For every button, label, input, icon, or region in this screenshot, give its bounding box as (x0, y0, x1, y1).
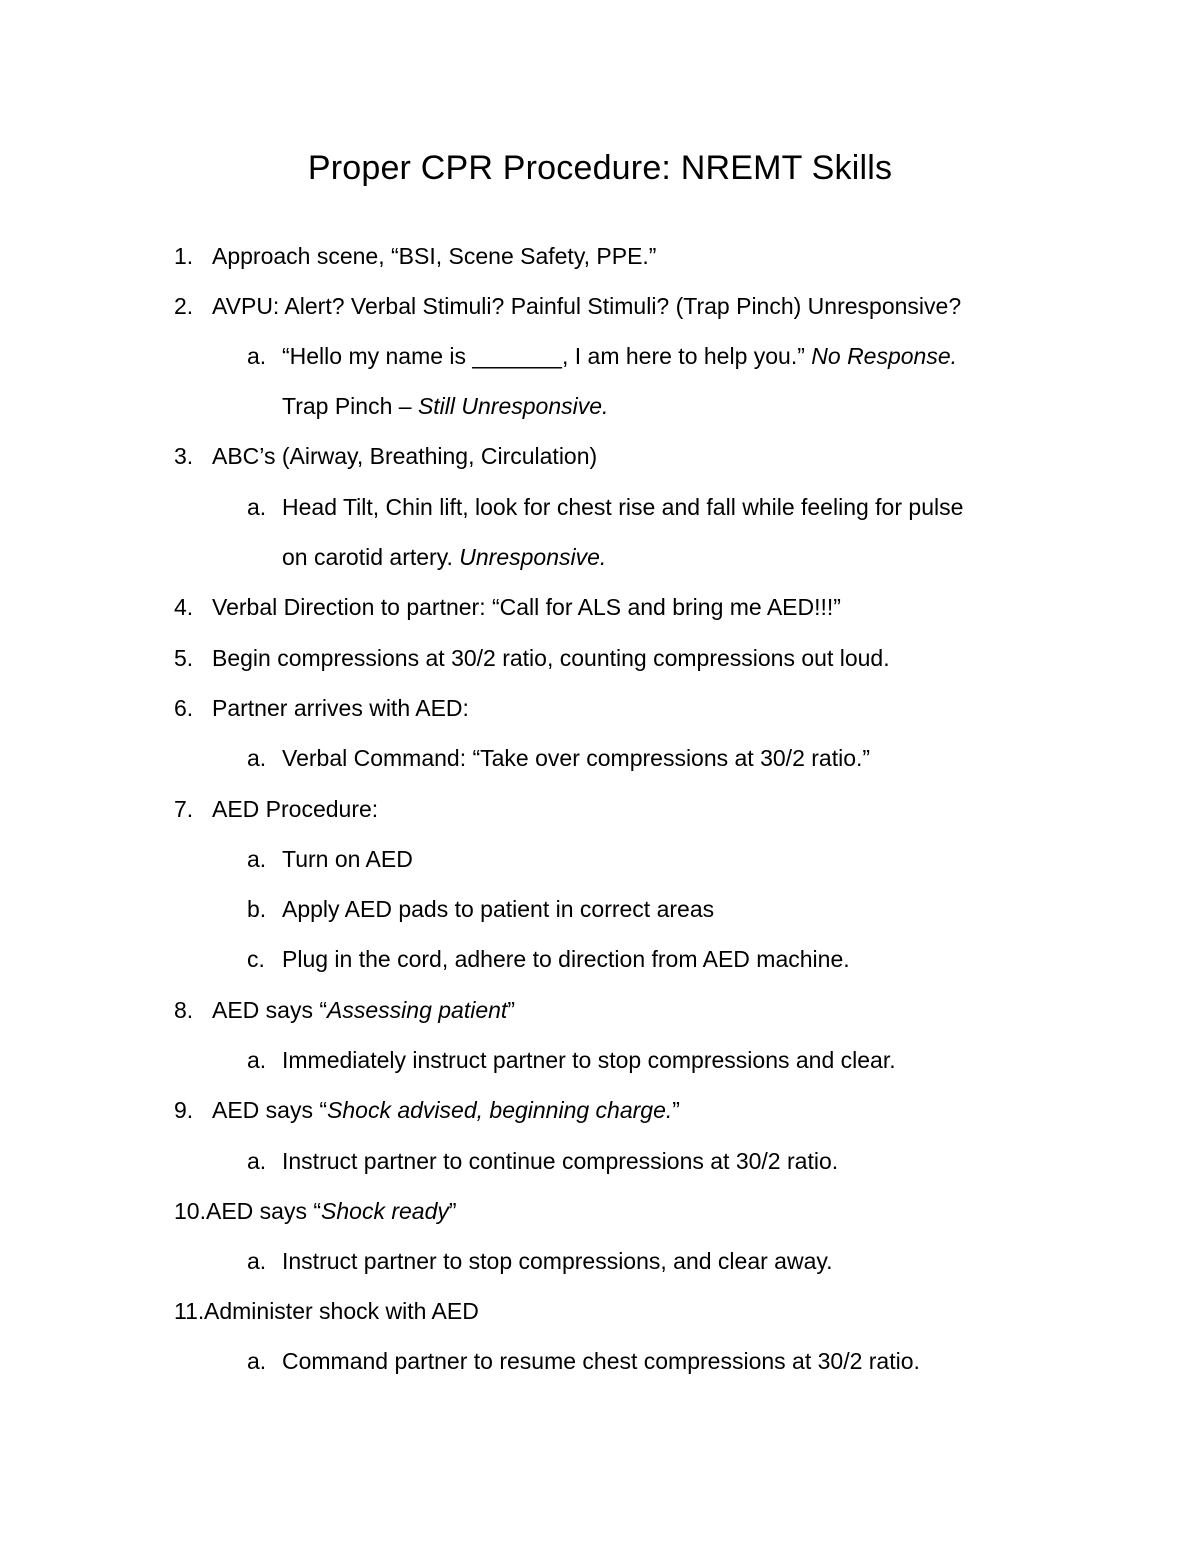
sub-item-text: Immediately instruct partner to stop compressions and clear. (282, 1047, 896, 1073)
item-number: 4. (174, 594, 194, 620)
sub-item-text: Instruct partner to stop compressions, and clear away. (282, 1248, 833, 1274)
sub-item-label: c. (247, 946, 265, 972)
list-item-text: Begin compressions at 30/2 ratio, counting compressions out loud. (212, 645, 890, 671)
item-number: 1. (174, 243, 194, 269)
list-item-text: AED Procedure: (212, 796, 379, 822)
sub-item-text: Turn on AED (282, 846, 413, 872)
item-number: 11. (174, 1298, 205, 1324)
item-number: 3. (174, 443, 194, 469)
sub-item-label: a. (247, 846, 267, 872)
item-number: 2. (174, 293, 194, 319)
list-item-text: Approach scene, “BSI, Scene Safety, PPE.” (212, 243, 657, 269)
list-item-text: Administer shock with AED (204, 1298, 479, 1324)
sub-item-text: Apply AED pads to patient in correct areas (282, 896, 715, 922)
sub-item-text: Plug in the cord, adhere to direction from AED machine. (282, 946, 850, 972)
sub-item-label: b. (247, 896, 267, 922)
sub-item-label: a. (247, 1148, 267, 1174)
list-item-text: AED says “Assessing patient” (212, 997, 515, 1023)
item-number: 8. (174, 997, 194, 1023)
sub-item-label: a. (247, 494, 267, 520)
list-item-text: AED says “Shock ready” (206, 1198, 457, 1224)
item-number: 9. (174, 1097, 194, 1123)
list-item-text: AVPU: Alert? Verbal Stimuli? Painful Stimuli? (Trap Pinch) Unresponsive? (212, 293, 962, 319)
sub-item-label: a. (247, 1348, 267, 1374)
list-item-text: Partner arrives with AED: (212, 695, 469, 721)
list-item-text: ABC’s (Airway, Breathing, Circulation) (212, 443, 598, 469)
sub-item-label: a. (247, 745, 267, 771)
item-number: 5. (174, 645, 194, 671)
list-item-text: Verbal Direction to partner: “Call for ALS and bring me AED!!!” (212, 594, 841, 620)
item-number: 6. (174, 695, 194, 721)
sub-item-text: “Hello my name is _______, I am here to help you.” No Response. (282, 343, 958, 369)
sub-item-text: Head Tilt, Chin lift, look for chest rise and fall while feeling for pulse (282, 494, 964, 520)
sub-item-text-continued: Trap Pinch – Still Unresponsive. (282, 393, 609, 419)
item-number: 10. (174, 1198, 206, 1224)
sub-item-text: Verbal Command: “Take over compressions at 30/2 ratio.” (282, 745, 871, 771)
list-item-text: AED says “Shock advised, beginning charge.” (212, 1097, 680, 1123)
sub-item-text: Instruct partner to continue compressions at 30/2 ratio. (282, 1148, 839, 1174)
sub-item-label: a. (247, 343, 267, 369)
item-number: 7. (174, 796, 194, 822)
sub-item-label: a. (247, 1248, 267, 1274)
sub-item-label: a. (247, 1047, 267, 1073)
sub-item-text-continued: on carotid artery. Unresponsive. (282, 544, 607, 570)
sub-item-text: Command partner to resume chest compressions at 30/2 ratio. (282, 1348, 920, 1374)
document-title: Proper CPR Procedure: NREMT Skills (307, 149, 893, 187)
